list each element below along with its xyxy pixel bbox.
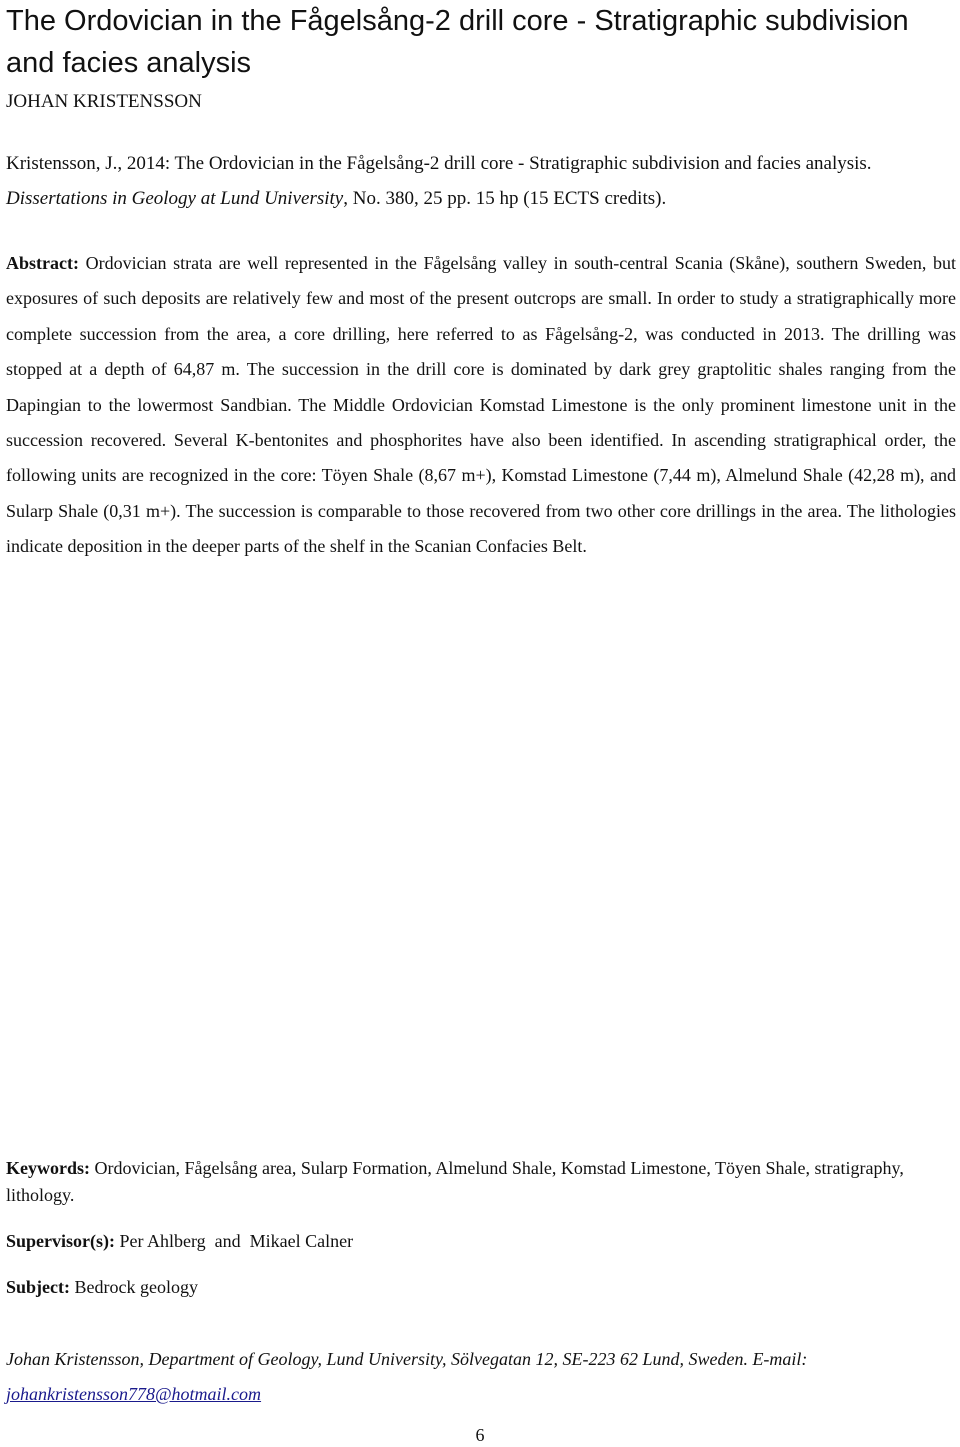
- subject-label: Subject:: [6, 1277, 70, 1297]
- citation: [6, 146, 956, 216]
- citation-prefix: Kristensson, J., 2014: The Ordovician in the Fågelsång-2 drill core - Stratigraphic subdivision and facies analysis.: [6, 153, 872, 174]
- supervisors: [6, 1229, 353, 1254]
- keywords: [6, 1155, 946, 1209]
- keywords-text: Ordovician, Fågelsång area, Sularp Formation, Almelund Shale, Komstad Limestone, Töyen Shale, stratigraphy, lithology.: [6, 1158, 904, 1205]
- abstract-text: Ordovician strata are well represented in the Fågelsång valley in south-central Scania (Skåne), southern Sweden, but exposures of such deposits are relatively few and most of the present outcrops are small. In order to study a stratigraphically more complete succession from the area, a core drilling, here referred to as Fågelsång-2, was conducted in 2013. The drilling was stopped at a depth of 64,87 m. The succession in the drill core is dominated by dark grey graptolitic shales ranging from the Dapingian to the lowermost Sandbian. The Middle Ordovician Komstad Limestone is the only prominent limestone unit in the succession recovered. Several K-bentonites and phosphorites have also been identified. In ascending stratigraphical order, the following units are recognized in the core: Töyen Shale (8,67 m+), Komstad Limestone (7,44 m), Almelund Shale (42,28 m), and Sularp Shale (0,31 m+). The succession is comparable to those recovered from two other core drillings in the area. The lithologies indicate deposition in the deeper parts of the shelf in the Scanian Confacies Belt.: [6, 253, 957, 557]
- page-number: 6: [475, 1425, 485, 1445]
- subject: [6, 1275, 198, 1300]
- supervisors-text: Per Ahlberg and Mikael Calner: [119, 1231, 354, 1251]
- address-text: Johan Kristensson, Department of Geology, Lund University, Sölvegatan 12, SE-223 62 Lund, Sweden. E-mail:: [6, 1349, 808, 1369]
- citation-suffix: , No. 380, 25 pp. 15 hp (15 ECTS credits).: [343, 188, 667, 209]
- email-link[interactable]: johankristensson778@hotmail.com: [6, 1384, 262, 1404]
- supervisors-label: Supervisor(s):: [6, 1231, 115, 1251]
- author-address: [6, 1342, 951, 1412]
- subject-text: Bedrock geology: [74, 1277, 198, 1297]
- keywords-label: Keywords:: [6, 1158, 90, 1178]
- abstract: [6, 246, 956, 565]
- citation-series: Dissertations in Geology at Lund University: [6, 188, 344, 209]
- paper-title: The Ordovician in the Fågelsång-2 drill core - Stratigraphic subdivision and facies analysis: [6, 5, 909, 79]
- abstract-label: Abstract:: [6, 253, 79, 273]
- author-name: JOHAN KRISTENSSON: [6, 91, 202, 112]
